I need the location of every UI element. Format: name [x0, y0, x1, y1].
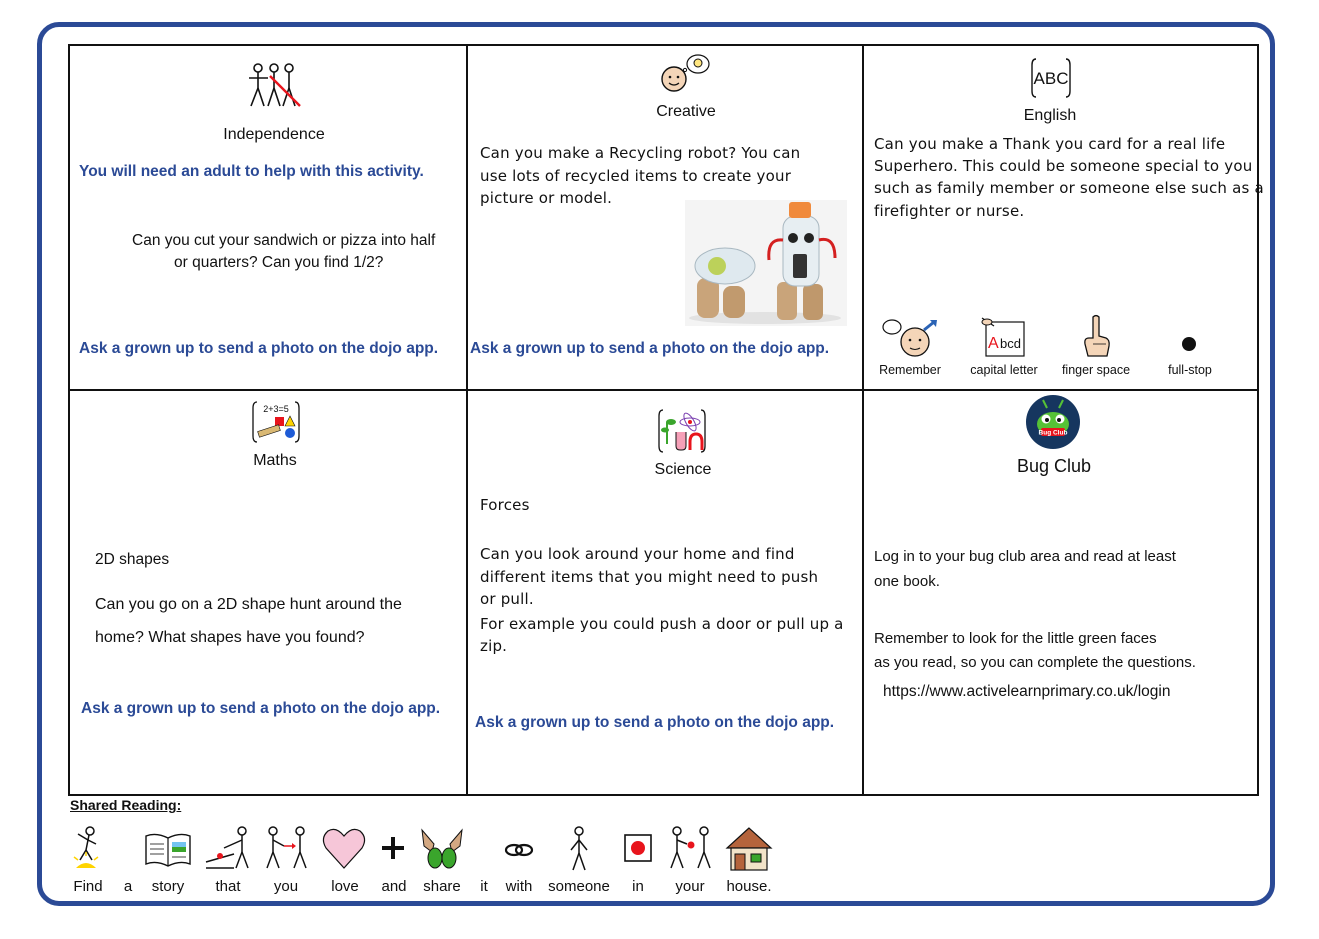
science-heading: Science — [654, 461, 712, 478]
creative-task-line2: use lots of recycled items to create your — [480, 167, 792, 185]
abc-icon — [1030, 57, 1072, 99]
you-icon — [264, 826, 310, 870]
independence-task-line2: or quarters? Can you find 1/2? — [174, 254, 384, 271]
word-with: with — [505, 878, 533, 895]
creative-task-line1: Can you make a Recycling robot? You can — [480, 144, 801, 162]
tip-full-stop-label: full-stop — [1168, 363, 1212, 377]
science-task-line2: different items that you might need to push — [480, 568, 819, 586]
svg-text:Bug Club: Bug Club — [1038, 429, 1068, 437]
bug-club-link[interactable]: https://www.activelearnprimary.co.uk/login — [883, 683, 1171, 700]
with-link-icon — [504, 842, 534, 858]
science-footer: Ask a grown up to send a photo on the dojo app. — [475, 714, 835, 731]
independence-note: You will need an adult to help with this activity. — [79, 163, 424, 180]
science-task-line3: or pull. — [480, 590, 534, 608]
tip-remember-label: Remember — [879, 363, 941, 377]
word-someone: someone — [548, 878, 610, 895]
tip-finger-space-label: finger space — [1061, 363, 1131, 377]
creative-heading: Creative — [656, 103, 716, 120]
svg-text:bcd: bcd — [1000, 336, 1021, 351]
english-task-line1: Can you make a Thank you card for a real life — [874, 135, 1226, 153]
word-you: you — [273, 878, 299, 895]
word-find: Find — [73, 878, 103, 895]
bug-club-task-line3: Remember to look for the little green faces — [874, 630, 1157, 647]
tip-capital-letter-label: capital letter — [970, 363, 1038, 377]
finger-space-icon — [1080, 314, 1112, 360]
word-house: house. — [726, 878, 772, 895]
share-hands-icon — [418, 826, 466, 872]
word-your: your — [675, 878, 705, 895]
creative-thinking-icon — [660, 52, 712, 96]
science-icon — [658, 408, 706, 454]
maths-icon — [252, 400, 300, 444]
independence-heading: Independence — [223, 126, 325, 143]
science-task-line5: zip. — [480, 637, 508, 655]
science-task-line1: Can you look around your home and find — [480, 545, 795, 563]
word-a: a — [123, 878, 133, 895]
english-task-line4: firefighter or nurse. — [874, 202, 1025, 220]
remember-icon — [880, 318, 940, 360]
bug-club-task-line1: Log in to your bug club area and read at least — [874, 548, 1176, 565]
svg-text:ABC: ABC — [1033, 69, 1069, 88]
shared-reading-title: Shared Reading: — [70, 797, 182, 813]
independence-task-line1: Can you cut your sandwich or pizza into half — [132, 232, 436, 249]
creative-task-line3: picture or model. — [480, 189, 613, 207]
story-book-icon — [144, 832, 192, 868]
svg-text:2+3=5: 2+3=5 — [263, 404, 289, 414]
science-task-line4: For example you could push a door or pull up a — [480, 615, 844, 633]
maths-heading: Maths — [253, 452, 297, 469]
english-heading: English — [1023, 107, 1077, 124]
in-box-icon — [624, 834, 652, 862]
maths-task-line1: Can you go on a 2D shape hunt around the — [95, 596, 402, 613]
svg-text:A: A — [988, 335, 999, 352]
word-story: story — [151, 878, 185, 895]
full-stop-icon — [1181, 336, 1197, 352]
english-task-line2: Superhero. This could be someone special to you — [874, 157, 1253, 175]
science-topic: Forces — [480, 496, 530, 514]
someone-icon — [568, 826, 590, 872]
independence-icon — [246, 62, 302, 108]
love-heart-icon — [322, 826, 366, 870]
your-icon — [668, 826, 714, 870]
find-icon — [70, 826, 106, 872]
word-love: love — [331, 878, 359, 895]
english-task-line3: such as family member or someone else such as a — [874, 179, 1264, 197]
word-that: that — [215, 878, 241, 895]
independence-footer: Ask a grown up to send a photo on the dojo app. — [79, 340, 439, 357]
that-pointing-icon — [204, 826, 252, 870]
word-share: share — [423, 878, 461, 895]
bug-club-logo — [1025, 394, 1081, 450]
capital-letter-icon — [980, 316, 1026, 358]
and-plus-icon — [381, 836, 405, 860]
maths-task-line2: home? What shapes have you found? — [95, 629, 365, 646]
maths-topic: 2D shapes — [95, 551, 170, 568]
word-in: in — [632, 878, 644, 895]
bug-club-heading: Bug Club — [1016, 456, 1092, 476]
word-and: and — [381, 878, 407, 895]
word-it: it — [480, 878, 488, 895]
house-icon — [725, 826, 773, 872]
bug-club-task-line4: as you read, so you can complete the questions. — [874, 654, 1196, 671]
maths-footer: Ask a grown up to send a photo on the dojo app. — [81, 700, 441, 717]
bug-club-task-line2: one book. — [874, 573, 940, 590]
creative-footer: Ask a grown up to send a photo on the dojo app. — [470, 340, 830, 357]
recycling-robot-photo — [685, 200, 847, 326]
